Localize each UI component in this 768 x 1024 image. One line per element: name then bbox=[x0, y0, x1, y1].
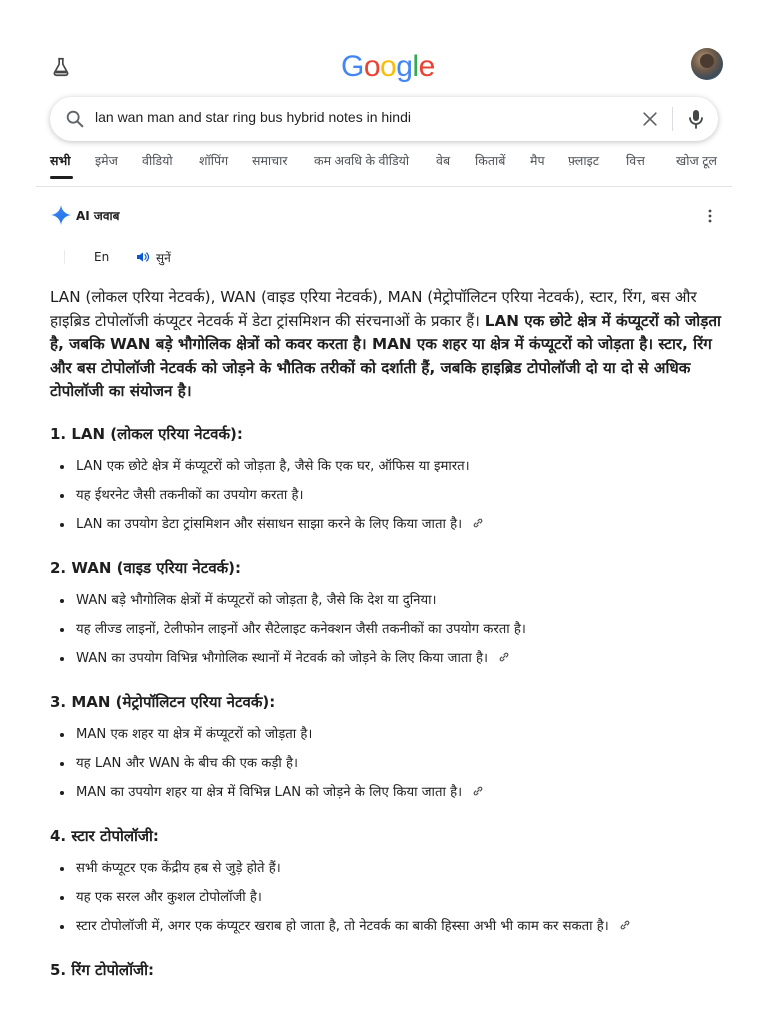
active-tab-indicator bbox=[50, 176, 73, 179]
list-item-text: MAN का उपयोग शहर या क्षेत्र में विभिन्न LAN को जोड़ने के लिए किया जाता है। bbox=[76, 785, 463, 800]
tab-books[interactable]: किताबें bbox=[475, 154, 506, 168]
logo-letter: l bbox=[412, 50, 419, 83]
ai-overview-label: AI जवाब bbox=[76, 209, 120, 223]
list-item bbox=[58, 854, 738, 883]
list-item-text: MAN एक शहर या क्षेत्र में कंप्यूटरों को जोड़ता है। bbox=[76, 727, 313, 742]
logo-letter: e bbox=[418, 50, 435, 83]
top-bar bbox=[0, 0, 768, 95]
list-item-text: यह LAN और WAN के बीच की एक कड़ी है। bbox=[76, 756, 299, 771]
list-item bbox=[58, 481, 738, 510]
list-item bbox=[58, 883, 738, 912]
section-title-lan: 1. LAN (लोकल एरिया नेटवर्क): bbox=[50, 425, 243, 443]
list-item-text: WAN का उपयोग विभिन्न भौगोलिक स्थानों में नेटवर्क को जोड़ने के लिए किया जाता है। bbox=[76, 651, 488, 666]
search-divider bbox=[672, 107, 673, 131]
close-icon[interactable] bbox=[640, 109, 660, 129]
tab-all[interactable]: सभी bbox=[50, 154, 71, 168]
tab-news[interactable]: समाचार bbox=[252, 154, 288, 168]
section-title-man: 3. MAN (मेट्रोपॉलिटन एरिया नेटवर्क): bbox=[50, 693, 276, 711]
ai-overview-header bbox=[50, 204, 720, 228]
list-item-text: LAN का उपयोग डेटा ट्रांसमिशन और संसाधन साझा करने के लिए किया जाता है। bbox=[76, 517, 463, 532]
header-divider bbox=[36, 186, 732, 187]
search-input[interactable]: lan wan man and star ring bus hybrid notes in hindi bbox=[95, 109, 411, 125]
google-logo[interactable] bbox=[341, 50, 435, 84]
list-item-text: WAN बड़े भौगोलिक क्षेत्रों में कंप्यूटरों को जोड़ता है, जैसे कि देश या दुनिया। bbox=[76, 593, 437, 608]
section-title-wan: 2. WAN (वाइड एरिया नेटवर्क): bbox=[50, 559, 242, 577]
ai-overview-summary bbox=[50, 286, 722, 404]
microphone-icon[interactable] bbox=[684, 107, 708, 131]
tab-shopping[interactable]: शॉपिंग bbox=[199, 154, 229, 168]
link-icon[interactable] bbox=[498, 651, 510, 663]
list-item bbox=[58, 720, 738, 749]
link-icon[interactable] bbox=[472, 785, 484, 797]
section-title-ring: 5. रिंग टोपोलॉजी: bbox=[50, 961, 154, 979]
list-item bbox=[58, 749, 738, 778]
logo-letter: o bbox=[363, 50, 381, 83]
man-bullets bbox=[58, 720, 738, 807]
logo-letter: G bbox=[341, 50, 364, 83]
gemini-spark-icon bbox=[50, 204, 72, 226]
search-icon bbox=[64, 108, 86, 130]
list-item bbox=[58, 452, 738, 481]
list-item bbox=[58, 510, 738, 539]
list-item-text: यह एक सरल और कुशल टोपोलॉजी है। bbox=[76, 890, 262, 905]
language-controls bbox=[50, 248, 350, 268]
account-avatar[interactable] bbox=[691, 48, 723, 80]
tab-search-tools[interactable]: खोज टूल bbox=[676, 154, 717, 168]
list-item bbox=[58, 615, 738, 644]
list-item-text: यह ईथरनेट जैसी तकनीकों का उपयोग करता है। bbox=[76, 488, 304, 503]
logo-letter: g bbox=[396, 50, 413, 83]
list-item-text: यह लीज्ड लाइनों, टेलीफोन लाइनों और सैटेलाइट कनेक्शन जैसी तकनीकों का उपयोग करता है। bbox=[76, 622, 526, 637]
link-icon[interactable] bbox=[472, 517, 484, 529]
listen-button[interactable]: सुनें bbox=[156, 251, 171, 265]
tab-web[interactable]: वेब bbox=[436, 154, 451, 168]
wan-bullets bbox=[58, 586, 738, 673]
labs-flask-icon[interactable] bbox=[50, 56, 72, 78]
speaker-icon[interactable] bbox=[135, 249, 151, 265]
tab-maps[interactable]: मैप bbox=[530, 154, 545, 168]
list-item-text: स्टार टोपोलॉजी में, अगर एक कंप्यूटर खराब हो जाता है, तो नेटवर्क का बाकी हिस्सा अभी भी काम कर सकता है। bbox=[76, 919, 609, 934]
star-bullets bbox=[58, 854, 738, 941]
more-options-icon[interactable] bbox=[702, 208, 718, 224]
language-separator bbox=[64, 250, 72, 264]
lan-bullets bbox=[58, 452, 738, 539]
list-item bbox=[58, 586, 738, 615]
search-box[interactable] bbox=[50, 97, 718, 141]
tab-short-videos[interactable]: कम अवधि के वीडियो bbox=[314, 154, 410, 168]
summary-highlight: LAN एक छोटे क्षेत्र में कंप्यूटरों को जोड़ता है, जबकि WAN बड़े भौगोलिक क्षेत्रों को कवर करता है। MAN एक शहर या क्षेत्र में कंप्यूटरों को जोड़ता है। स्टार, रिंग और बस टोपोलॉजी नेटवर्क को जोड़ने के भौतिक तरीकों को दर्शाती हैं, जबकि हाइब्रिड टोपोलॉजी दो या दो से अधिक टोपोलॉजी का संयोजन है। bbox=[50, 311, 721, 400]
list-item-text: सभी कंप्यूटर एक केंद्रीय हब से जुड़े होते हैं। bbox=[76, 861, 281, 876]
section-title-star: 4. स्टार टोपोलॉजी: bbox=[50, 827, 159, 845]
search-tabs bbox=[50, 152, 730, 182]
tab-flights[interactable]: फ़्लाइट bbox=[568, 154, 600, 168]
list-item bbox=[58, 644, 738, 673]
logo-letter: o bbox=[380, 50, 397, 83]
list-item bbox=[58, 778, 738, 807]
list-item bbox=[58, 912, 738, 941]
link-icon[interactable] bbox=[619, 919, 631, 931]
language-toggle-en[interactable]: En bbox=[94, 250, 110, 264]
tab-finance[interactable]: वित्त bbox=[626, 154, 645, 168]
list-item-text: LAN एक छोटे क्षेत्र में कंप्यूटरों को जोड़ता है, जैसे कि एक घर, ऑफिस या इमारत। bbox=[76, 459, 470, 474]
summary-text: LAN (लोकल एरिया नेटवर्क), WAN (वाइड एरिया नेटवर्क), MAN (मेट्रोपॉलिटन एरिया नेटवर्क), स्टार, रिंग, बस और हाइब्रिड टोपोलॉजी कंप्यूटर नेटवर्क में डेटा ट्रांसमिशन की संरचनाओं के प्रकार हैं। bbox=[50, 288, 697, 330]
tab-images[interactable]: इमेज bbox=[95, 154, 118, 168]
tab-videos[interactable]: वीडियो bbox=[142, 154, 173, 168]
